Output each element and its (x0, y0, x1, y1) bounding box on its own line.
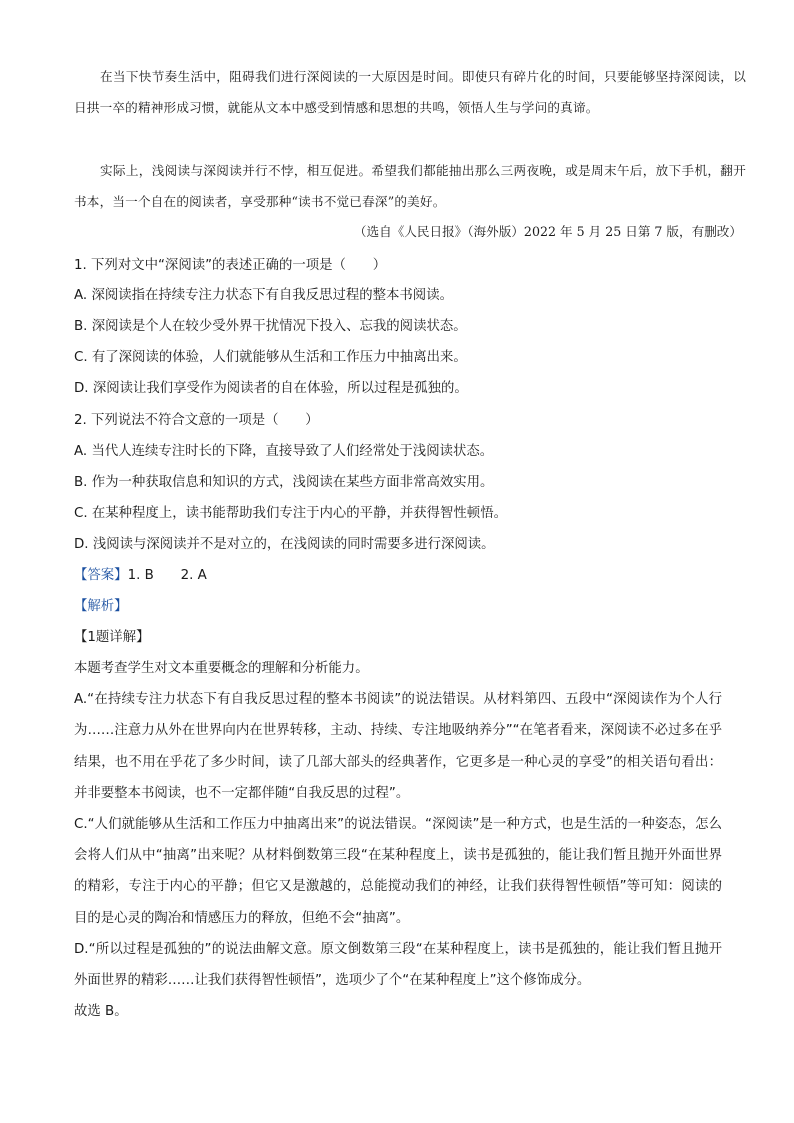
analysis-option-d: D.“所以过程是孤独的”的说法曲解文意。原文倒数第三段“在某种程度上，读书是孤独的，能让我们暂且抛开外面世界的精彩……让我们获得智性顿悟”，选项少了个“在某种程度上”这个修饰成分。 (74, 941, 722, 989)
answer-text: 1. B 2. A (127, 568, 207, 583)
question-2-option-b: B. 作为一种获取信息和知识的方式，浅阅读在某些方面非常高效实用。 (74, 475, 494, 490)
question-1-option-d: D. 深阅读让我们享受作为阅读者的自在体验，所以过程是孤独的。 (74, 381, 468, 396)
analysis-label: 【解析】 (74, 599, 128, 614)
analysis-option-a: A.“在持续专注力状态下有自我反思过程的整本书阅读”的说法错误。从材料第四、五段中“深阅读作为个人行为……注意力从外在世界向内在世界转移，主动、持续、专注地吸纳养分”“在笔者看来，深阅读不必过多在乎结果，也不用在乎花了多少时间，读了几部大部头的经典著作，它更多是一种心灵的享受”的相关语句看出：并非要整本书阅读，也不一定都伴随“自我反思的过程”。 (74, 692, 722, 801)
question-1-option-c: C. 有了深阅读的体验，人们就能够从生活和工作压力中抽离出来。 (74, 350, 467, 365)
answer-label: 【答案】 (74, 568, 128, 583)
analysis-conclusion: 故选 B。 (74, 1004, 128, 1020)
question-2-option-a: A. 当代人连续专注时长的下降，直接导致了人们经常处于浅阅读状态。 (74, 444, 494, 459)
question-2-option-c: C. 在某种程度上，读书能帮助我们专注于内心的平静，并获得智性顿悟。 (74, 506, 507, 521)
analysis-option-c: C.“人们就能够从生活和工作压力中抽离出来”的说法错误。“深阅读”是一种方式，也是生活的一种姿态，怎么会将人们从中“抽离”出来呢？从材料倒数第三段“在某种程度上，读书是孤独的，能让我们暂且抛开外面世界的精彩，专注于内心的平静；但它又是激越的，总能搅动我们的神经，让我们获得智性顿悟”等可知：阅读的目的是心灵的陶冶和情感压力的释放，但绝不会“抽离”。 (74, 817, 722, 926)
analysis-body (74, 653, 722, 1027)
question-1-stem: 1. 下列对文中“深阅读”的表述正确的一项是（ ） (74, 258, 387, 273)
answer-line (74, 566, 746, 586)
passage-source: （选自《人民日报》（海外版）2022 年 5 月 25 日第 7 版，有删改） (353, 224, 742, 239)
analysis-intro: 本题考查学生对文本重要概念的理解和分析能力。 (74, 661, 369, 676)
question-2-option-d: D. 浅阅读与深阅读并不是对立的，在浅阅读的同时需要多进行深阅读。 (74, 537, 495, 552)
question-2-stem: 2. 下列说法不符合文意的一项是（ ） (74, 413, 319, 428)
question-1-analysis-title: 【1题详解】 (74, 630, 150, 645)
question-1-option-b: B. 深阅读是个人在较少受外界干扰情况下投入、忘我的阅读状态。 (74, 319, 467, 334)
question-1-option-a: A. 深阅读指在持续专注力状态下有自我反思过程的整本书阅读。 (74, 288, 453, 303)
passage-paragraph-1: 在当下快节奏生活中，阻碍我们进行深阅读的一大原因是时间。即使只有碎片化的时间，只要能够坚持深阅读，以日拱一卒的精神形成习惯，就能从文本中感受到情感和思想的共鸣，领悟人生与学问的真谛。 (74, 69, 746, 115)
passage-paragraph-2: 实际上，浅阅读与深阅读并行不悖，相互促进。希望我们都能抽出那么三两夜晚，或是周末午后，放下手机，翻开书本，当一个自在的阅读者，享受那种“读书不觉已春深”的美好。 (74, 163, 746, 209)
